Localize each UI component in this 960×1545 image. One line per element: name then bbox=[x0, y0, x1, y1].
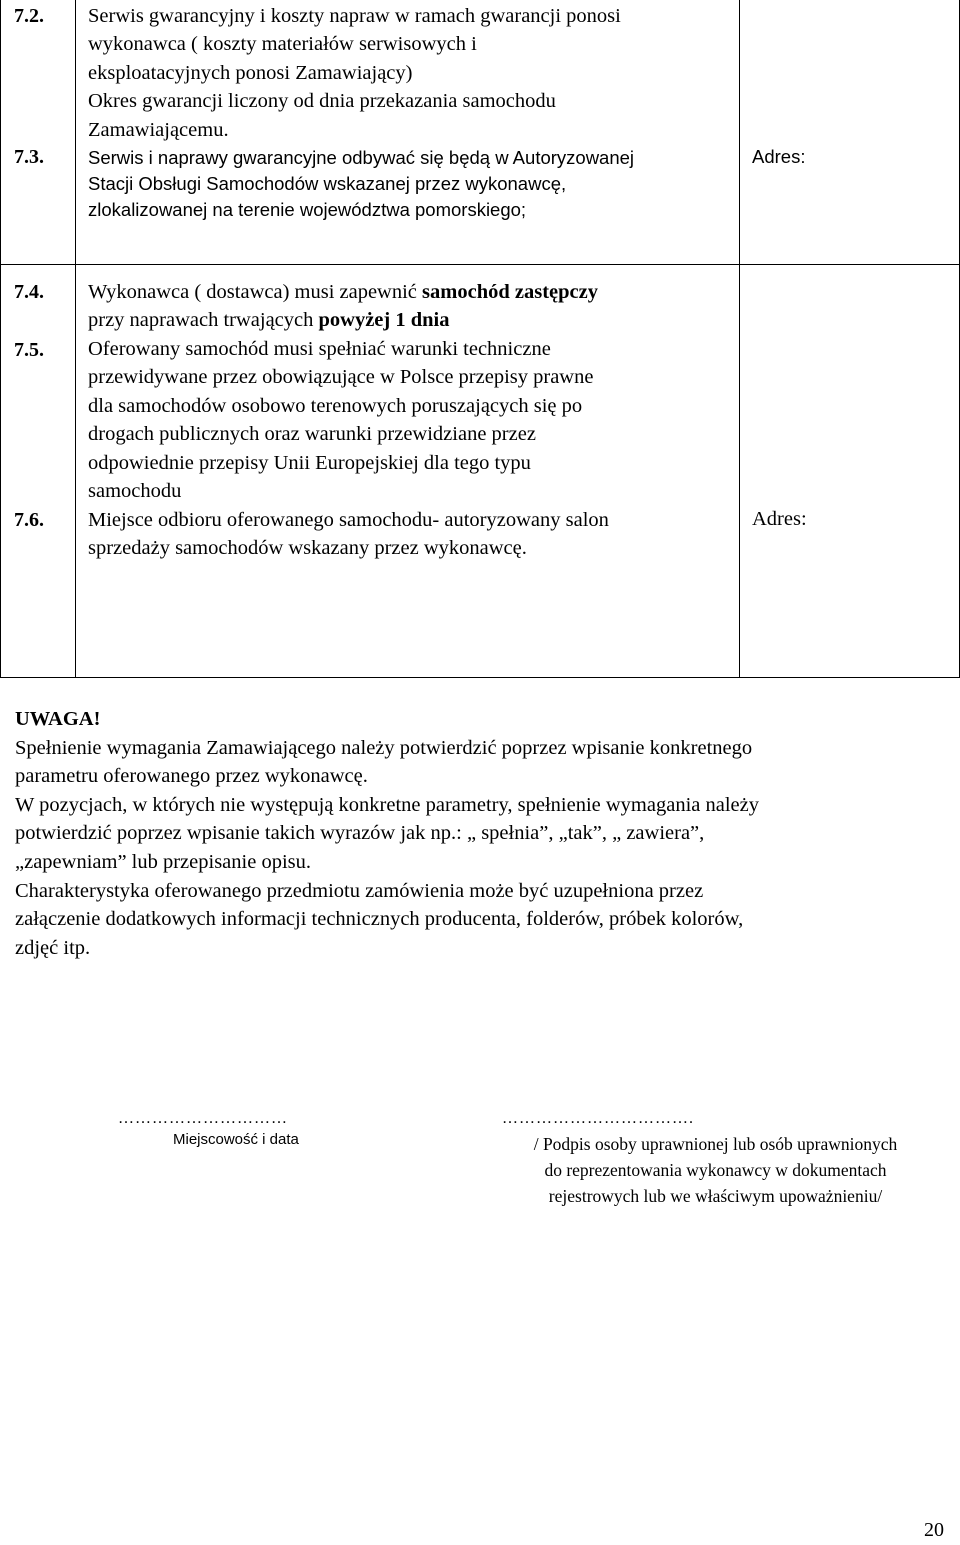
address-label: Adres: bbox=[752, 146, 806, 167]
text-line: dla samochodów osobowo terenowych poruszających się po bbox=[88, 394, 583, 417]
text-line: Serwis i naprawy gwarancyjne odbywać się będą w Autoryzowanej bbox=[88, 147, 635, 168]
item-text-7-3 bbox=[88, 145, 736, 223]
caption-line: / Podpis osoby uprawnionej lub osób uprawnionych bbox=[533, 1134, 898, 1154]
plain-text: przy naprawach trwających bbox=[88, 309, 319, 332]
table-border-bottom bbox=[0, 677, 960, 678]
table-column-divider-1 bbox=[75, 0, 76, 678]
text-line: wykonawca ( koszty materiałów serwisowych i bbox=[88, 33, 477, 56]
table-row-divider bbox=[0, 264, 960, 265]
table-column-divider-2 bbox=[739, 0, 740, 678]
item-number: 7.5. bbox=[14, 339, 44, 361]
text-line: Stacji Obsługi Samochodów wskazanej przez wykonawcę, bbox=[88, 173, 567, 194]
note-heading: UWAGA! bbox=[15, 708, 101, 730]
plain-text: Wykonawca ( dostawca) musi zapewnić bbox=[88, 281, 423, 303]
text-line: drogach publicznych oraz warunki przewidziane przez bbox=[88, 423, 536, 446]
text-line: Oferowany samochód musi spełniać warunki techniczne bbox=[88, 338, 551, 360]
item-number: 7.3. bbox=[14, 146, 44, 168]
bold-text: powyżej 1 dnia bbox=[318, 309, 450, 332]
caption-line: rejestrowych lub we właściwym upoważnieniu/ bbox=[548, 1186, 883, 1206]
note-line: W pozycjach, w których nie występują konkretne parametry, spełnienie wymagania należy bbox=[15, 793, 759, 816]
note-line: potwierdzić poprzez wpisanie takich wyrazów jak np.: „ spełnia”, „tak”, „ zawiera”, bbox=[15, 822, 705, 845]
item-number: 7.4. bbox=[14, 281, 44, 303]
date-place-dotted-line: ………………………… bbox=[118, 1110, 288, 1127]
text-line: przewidywane przez obowiązujące w Polsce przepisy prawne bbox=[88, 366, 594, 389]
text-line bbox=[88, 278, 736, 306]
note-line: „zapewniam” lub przepisanie opisu. bbox=[15, 850, 311, 873]
item-text-7-5 bbox=[88, 335, 736, 505]
item-number: 7.2. bbox=[14, 5, 44, 27]
signature-caption bbox=[488, 1131, 943, 1209]
address-label: Adres: bbox=[752, 508, 807, 530]
note-line: Spełnienie wymagania Zamawiającego należy potwierdzić poprzez wpisanie konkretnego bbox=[15, 736, 753, 759]
note-line: parametru oferowanego przez wykonawcę. bbox=[15, 765, 368, 788]
item-text-7-4 bbox=[88, 278, 736, 335]
text-line: Serwis gwarancyjny i koszty napraw w ramach gwarancji ponosi bbox=[88, 5, 621, 27]
item-text-7-6 bbox=[88, 506, 736, 563]
specification-table bbox=[0, 0, 960, 678]
note-line: Charakterystyka oferowanego przedmiotu zamówienia może być uzupełniona przez bbox=[15, 879, 704, 902]
note-line: zdjęć itp. bbox=[15, 936, 91, 959]
item-text-7-2 bbox=[88, 2, 736, 144]
note-line: załączenie dodatkowych informacji technicznych producenta, folderów, próbek kolorów, bbox=[15, 908, 744, 931]
text-line: sprzedaży samochodów wskazany przez wykonawcę. bbox=[88, 537, 527, 560]
table-border-left bbox=[0, 0, 1, 678]
signature-dotted-line: ……………………………. bbox=[502, 1110, 694, 1127]
item-number: 7.6. bbox=[14, 509, 44, 531]
text-line: odpowiednie przepisy Unii Europejskiej dla tego typu bbox=[88, 451, 531, 474]
text-line: Miejsce odbioru oferowanego samochodu- autoryzowany salon bbox=[88, 509, 609, 531]
text-line: zlokalizowanej na terenie województwa pomorskiego; bbox=[88, 199, 527, 220]
bold-text: samochód zastępczy bbox=[422, 281, 598, 303]
text-line: Zamawiającemu. bbox=[88, 118, 229, 141]
text-line: samochodu bbox=[88, 480, 182, 503]
text-line: eksploatacyjnych ponosi Zamawiający) bbox=[88, 61, 413, 84]
note-section bbox=[15, 705, 945, 962]
text-line bbox=[88, 306, 736, 334]
text-line: Okres gwarancji liczony od dnia przekazania samochodu bbox=[88, 90, 556, 113]
date-place-caption: Miejscowość i data bbox=[173, 1131, 299, 1148]
caption-line: do reprezentowania wykonawcy w dokumentach bbox=[544, 1160, 887, 1180]
page-number: 20 bbox=[924, 1519, 944, 1541]
